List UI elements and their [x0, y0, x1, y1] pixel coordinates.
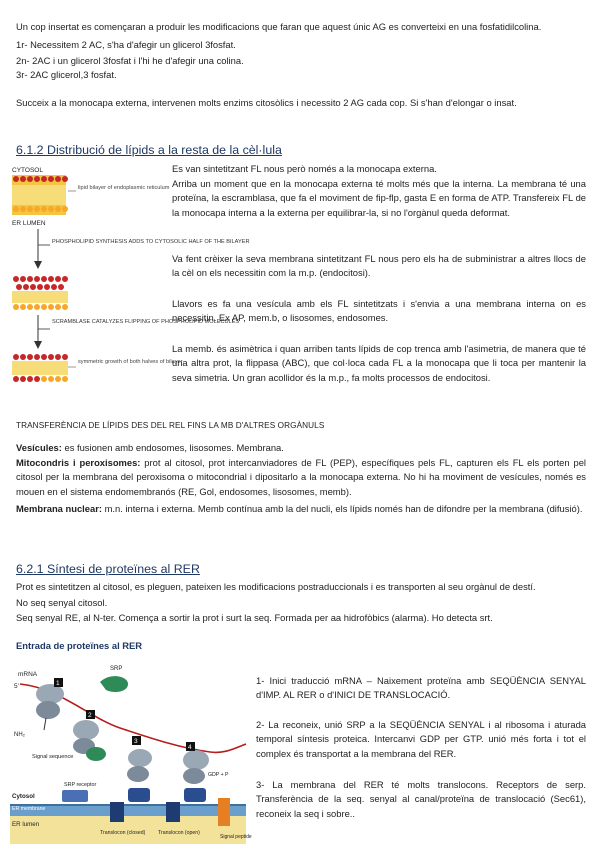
- fig-er-membrane-label: ER membrane: [12, 806, 46, 812]
- fig-srp-receptor-label: SRP receptor: [64, 782, 97, 788]
- fig-five-prime-label: 5': [14, 683, 19, 690]
- section-621-line-3: Seq senyal RE, al N-ter. Comença a sortir la prot i surt la seq. Formada per aa hidrofòbics (alarma). Ho detecta srt.: [16, 612, 493, 623]
- transfer-nuclear: Membrana nuclear: m.n. interna i externa. Memb contínua amb la del nucli, els lípids només han de difondre per la membrana (difusió).: [16, 503, 583, 514]
- section-612-para-5: La memb. és asimètrica i quan arriben tants lípids de cop trenca amb l'asimetria, de manera que té una altra prot, la flippasa (ABC), que col·loca cada FL a la monocapa que li toca per mantenir la seva simetria. Un gran acollidor és la m.p., fa molts processos de endocitosi.: [172, 343, 586, 383]
- fig-scramblase-label: SCRAMBLASE CATALYZES FLIPPING OF PHOSPHOLIPID MOLECULES: [52, 319, 240, 325]
- intro-line-3: 2n- 2AC i un glicerol 3fosfat i l'hi he d'afegir una colina.: [16, 55, 244, 66]
- section-612-para-3: Va fent crèixer la seva membrana sintetitzant FL nous pero els ha de subministrar a altres llocs de la cèl on els necessitin com la m.p. (endocitosi).: [172, 253, 586, 279]
- transfer-mitocondris: Mitocondris i peroxisomes: prot al citosol, prot intercanviadores de FL (PEP), específiques pels FL, capturen els FL els porten pel citosol per la membrana del peroxisoma o mitocondrial i dipositarlo a la monocapa externa. No hi ha moviment de vesícules, només es mouen en el sistema endomembranós (RE, Gol, endosomes, lisosomes, memb).: [16, 457, 586, 497]
- fig-translocon-closed-label: Translocon (closed): [100, 830, 146, 836]
- transfer-heading: TRANSFERÈNCIA DE LÍPIDS DES DEL REL FINS LA MB D'ALTRES ORGÀNULS: [16, 421, 325, 430]
- fig-cytosol-label: Cytosol: [12, 793, 35, 800]
- fig-nh2-label: NH₂: [14, 732, 25, 738]
- phospholipid-figure: [10, 163, 250, 391]
- fig-step-3: 3: [134, 738, 138, 745]
- intro-line-1: Un cop insertat es començaran a produir les modificacions que faran que aquest únic AG es converteixi en una fosfatidilcolina.: [16, 21, 542, 32]
- fig-translocon-open-label: Translocon (open): [158, 830, 200, 836]
- transfer-vesicules: Vesícules: es fusionen amb endosomes, lisosomes. Membrana.: [16, 442, 284, 453]
- fig-srp-label: SRP: [110, 666, 123, 672]
- section-612-para-2: Arriba un moment que en la monocapa externa té molts més que la interna. La membrana té una proteïna, la escramblasa, que fa el moviment de fip-flp, gasta E en forma de ATP. Transfereix FL de la monocapa interna a la externa per equilibrar-la, si no l'orgànul queda deformat.: [172, 178, 586, 218]
- fig-er-lumen-label: ER LUMEN: [12, 220, 46, 227]
- section-612-para-1: Es van sintetitzant FL nous però només a la monocapa externa.: [172, 163, 437, 174]
- fig-signal-peptide-label: Signal peptide: [220, 834, 252, 840]
- section-612-para-4: Llavors es fa una vesícula amb els FL sintetitzats i s'envia a una membrana interna on es necessitin. Ex AP, mem.b, o lisosomes, endosomes.: [172, 298, 586, 324]
- fig-symmetric-label: symmetric growth of both halves of bilayer: [78, 359, 183, 365]
- fig-cytosol-label: CYTOSOL: [12, 167, 43, 174]
- fig-gdp-label: GDP + P: [208, 772, 229, 778]
- fig-step-2: 2: [88, 712, 92, 719]
- srp-translocation-figure: [10, 658, 252, 844]
- step-2-text: 2- La reconeix, unió SRP a la SEQÜÈNCIA SENYAL i al ribosoma i aturada temporal síntesis proteica. Intercanvi GDP per GTP. unió més forta i tot el complex és transportat a la membrana del RER.: [256, 719, 586, 759]
- intro-line-4: 3r- 2AC glicerol,3 fosfat.: [16, 69, 117, 80]
- fig-signal-sequence-label: Signal sequence: [32, 754, 74, 760]
- srp-receptor: [62, 790, 88, 802]
- step-1-text: 1- Inici traducció mRNA – Naixement proteïna amb SEQÜÈNCIA SENYAL d'IMP. AL RER o d'INICI DE TRANSLOCACIÓ.: [256, 675, 586, 701]
- section-621-line-1: Prot es sintetitzen al citosol, es pleguen, pateixen les modificacions postraduccionals i es transporten al seu orgànul de destí.: [16, 581, 536, 592]
- fig-lipid-bilayer-label: lipid bilayer of endoplasmic reticulum: [78, 185, 170, 191]
- srp-particle: [100, 676, 128, 692]
- section-621-title: 6.2.1 Síntesi de proteïnes al RER: [16, 562, 200, 576]
- intro-line-5: Succeix a la monocapa externa, intervenen molts enzims citosòlics i necessito 2 AG cada cop. Si s'han d'elongar o insat.: [16, 97, 517, 108]
- section-621-line-2: No seq senyal citosol.: [16, 597, 108, 608]
- fig-mrna-label: mRNA: [18, 671, 38, 678]
- fig-step-1: 1: [56, 680, 60, 687]
- intro-line-2: 1r- Necessitem 2 AC, s'ha d'afegir un glicerol 3fosfat.: [16, 39, 236, 50]
- step-3-text: 3- La membrana del RER té molts translocons. Receptors de serp. Transferència de la seq. senyal al canal/proteïna de translocació (Sec61), reconeix la seq i sobre..: [256, 779, 586, 819]
- fig-synthesis-label: PHOSPHOLIPID SYNTHESIS ADDS TO CYTOSOLIC HALF OF THE BILAYER: [52, 239, 250, 245]
- section-612-title: 6.1.2 Distribució de lípids a la resta de la cèl·lula: [16, 143, 282, 157]
- fig-er-lumen-label: ER lumen: [12, 821, 40, 828]
- section-621-subheading: Entrada de proteïnes al RER: [16, 640, 143, 651]
- fig-step-4: 4: [188, 744, 192, 751]
- er-lumen-region: [10, 814, 246, 844]
